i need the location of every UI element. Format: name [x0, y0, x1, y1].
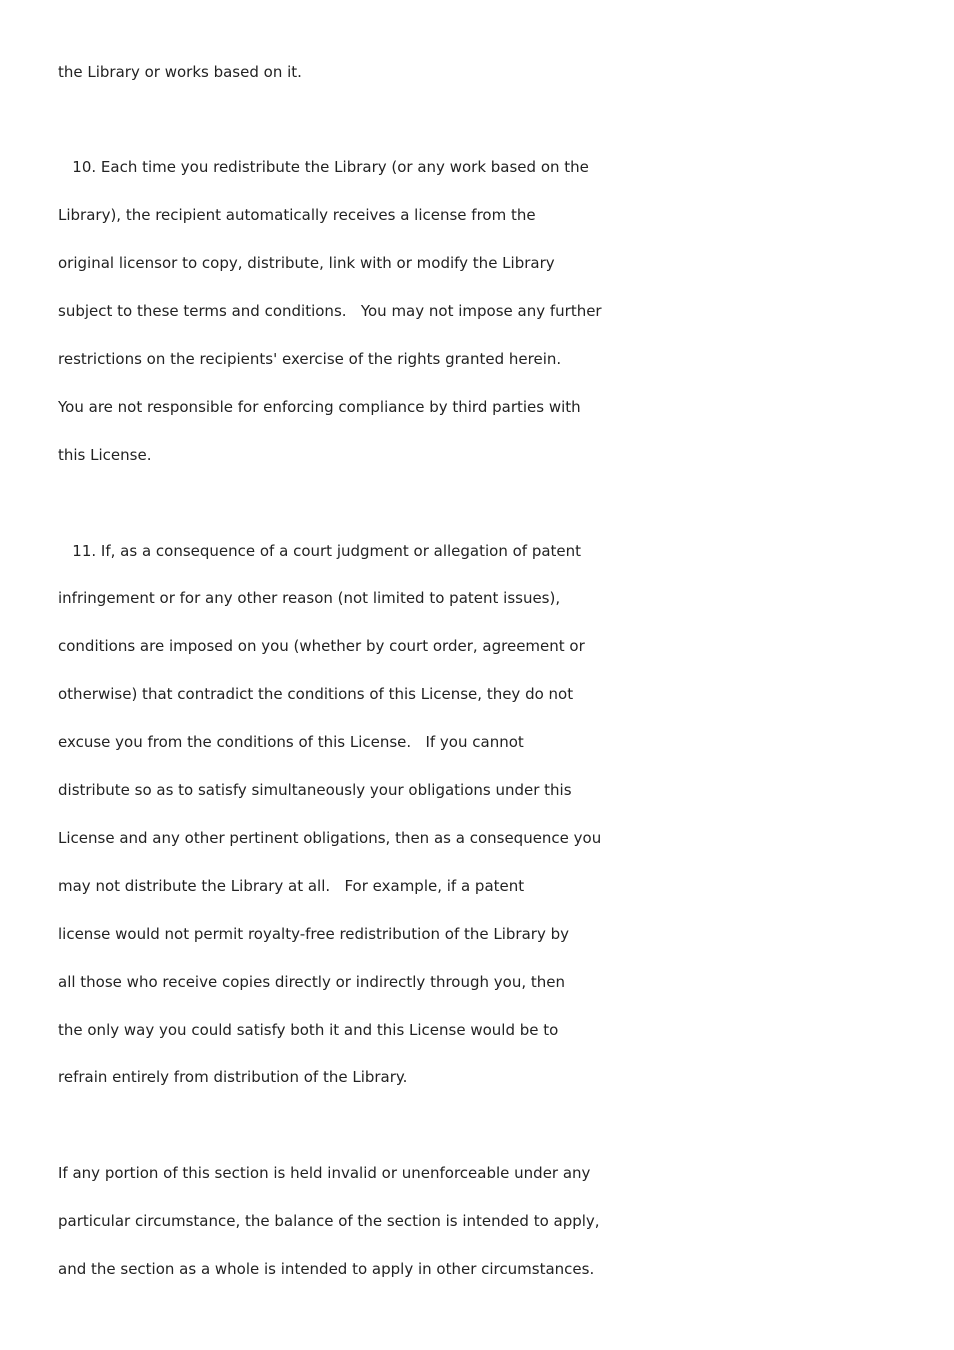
- text-line: particular circumstance, the balance of the section is intended to apply,: [58, 1212, 600, 1230]
- text-line: conditions are imposed on you (whether by court order, agreement or: [58, 637, 585, 655]
- text-line: License and any other pertinent obligations, then as a consequence you: [58, 829, 602, 847]
- text-line: refrain entirely from distribution of the Library.: [58, 1068, 408, 1086]
- text-line: all those who receive copies directly or indirectly through you, then: [58, 973, 566, 991]
- text-line: and the section as a whole is intended to apply in other circumstances.: [58, 1260, 595, 1278]
- text-line: 10. Each time you redistribute the Library (or any work based on the: [58, 158, 589, 176]
- text-line: distribute so as to satisfy simultaneously your obligations under this: [58, 781, 572, 799]
- text-line: this License.: [58, 446, 152, 464]
- text-line: license would not permit royalty-free redistribution of the Library by: [58, 925, 569, 943]
- text-line: If any portion of this section is held invalid or unenforceable under any: [58, 1164, 591, 1182]
- text-line: Library), the recipient automatically receives a license from the: [58, 206, 536, 224]
- text-line: restrictions on the recipients' exercise of the rights granted herein.: [58, 350, 562, 368]
- text-line: the only way you could satisfy both it and this License would be to: [58, 1021, 559, 1039]
- text-line: infringement or for any other reason (not limited to patent issues),: [58, 589, 561, 607]
- text-line: excuse you from the conditions of this License. If you cannot: [58, 733, 524, 751]
- text-line: otherwise) that contradict the conditions of this License, they do not: [58, 685, 574, 703]
- text-line: the Library or works based on it.: [58, 63, 302, 81]
- text-line: subject to these terms and conditions. You may not impose any further: [58, 302, 602, 320]
- text-line: may not distribute the Library at all. For example, if a patent: [58, 877, 525, 895]
- text-line: You are not responsible for enforcing compliance by third parties with: [58, 398, 581, 416]
- text-line: 11. If, as a consequence of a court judgment or allegation of patent: [58, 542, 582, 560]
- text-line: original licensor to copy, distribute, link with or modify the Library: [58, 254, 555, 272]
